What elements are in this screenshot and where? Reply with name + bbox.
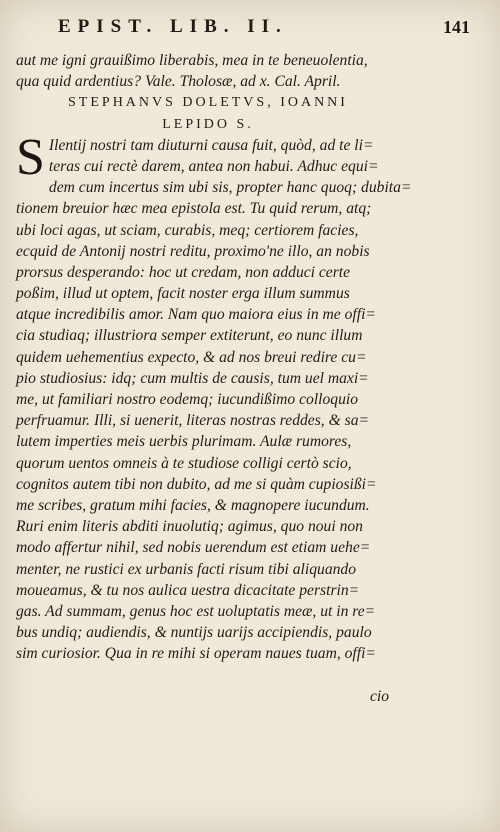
text-line: lutem imperties meis uerbis plurimam. Aulæ rumores, <box>16 433 352 451</box>
text-line: pio studiosius: idq; cum multis de causis, tum uel maxi= <box>16 369 369 387</box>
page-number: 141 <box>443 17 470 37</box>
letter-salutation: STEPHANVS DOLETVS, IOANNI <box>68 95 348 111</box>
text-line: qua quid ardentius? Vale. Tholosæ, ad x. Cal. April. <box>16 73 341 91</box>
running-title: EPIST. LIB. II. <box>58 16 288 37</box>
text-line: sim curiosior. Qua in re mihi si operam naues tuam, offi= <box>16 645 376 663</box>
text-line: ecquid de Antonij nostri reditu, proximo'ne illo, an nobis <box>16 242 370 260</box>
letter-salutation-continued: LEPIDO S. <box>162 116 254 132</box>
text-line: perfruamur. Illi, si uenerit, literas nostras reddes, & sa= <box>16 412 370 430</box>
body-text <box>16 50 412 664</box>
text-line: menter, ne rustici ex urbanis facti risum tibi aliquando <box>16 560 357 578</box>
text-line: bus undiq; audiendis, & nuntijs uarijs accipiendis, paulo <box>16 624 372 642</box>
text-line: poßim, illud ut optem, facit noster erga illum summus <box>16 285 350 303</box>
page-header <box>58 16 470 42</box>
text-line: quorum uentos omneis à te studiose colligi certò scio, <box>16 454 352 472</box>
text-line: ubi loci agas, ut sciam, curabis, meq; certiorem facies, <box>16 221 359 239</box>
text-line: cia studiaq; illustriora semper extiterunt, eo nunc illum <box>16 327 363 345</box>
text-line: quidem uehementius expecto, & ad nos breui redire cu= <box>16 348 367 366</box>
text-line: prorsus desperando: hoc ut credam, non adduci certe <box>16 263 351 281</box>
text-line: tionem breuior hæc mea epistola est. Tu quid rerum, atq; <box>16 200 372 218</box>
text-line: Ilentij nostri tam diuturni causa fuit, quòd, ad te li= <box>48 136 374 154</box>
text-line: moueamus, & tu nos aulica uestra dicacitate perstrin= <box>16 581 360 599</box>
text-line: dem cum incertus sim ubi sis, propter hanc quoq; dubita= <box>48 179 412 197</box>
text-line: teras cui rectè darem, antea non habui. Adhuc equi= <box>48 157 379 175</box>
text-line: gas. Ad summam, genus hoc est uoluptatis meæ, ut in re= <box>16 602 376 620</box>
catchword: cio <box>370 688 390 705</box>
text-line: Ruri enim literis abditi inuolutiq; agimus, quo noui non <box>16 518 363 536</box>
text-line: aut me igni grauißimo liberabis, mea in te beneuolentia, <box>16 52 368 69</box>
text-line: me scribes, gratum mihi facies, & magnopere iucundum. <box>16 496 370 514</box>
text-line: modo affertur nihil, sed nobis uerendum est etiam uehe= <box>16 539 371 557</box>
text-line: cognitos autem tibi non dubito, ad me si quàm cupiosißi= <box>16 475 377 493</box>
drop-capital: S <box>16 128 45 186</box>
text-line: me, ut familiari nostro eodemq; iucundißimo colloquio <box>16 391 359 408</box>
text-line: atque incredibilis amor. Nam quo maiora eius in me offi= <box>16 306 376 324</box>
